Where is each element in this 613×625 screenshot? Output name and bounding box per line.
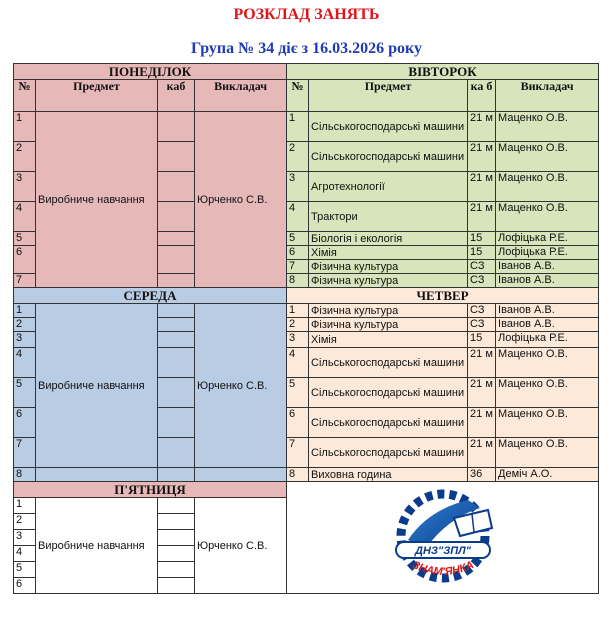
subject: Фізична культура xyxy=(309,318,468,332)
period-number: 5 xyxy=(14,232,36,246)
period-number: 4 xyxy=(14,546,36,562)
logo-name: ДНЗ"ЗПЛ" xyxy=(414,545,471,557)
col-teacher: Викладач xyxy=(195,80,287,112)
subject: Сільськогосподарські машини xyxy=(309,378,468,408)
teacher: Деміч А.О. xyxy=(496,468,599,482)
period-number: 6 xyxy=(287,246,309,260)
room: 21 м xyxy=(468,438,496,468)
logo-motto: ЗНАМ'ЯНКА xyxy=(409,558,476,579)
col-room: каб xyxy=(158,80,195,112)
room-cell xyxy=(158,348,195,378)
teacher: Іванов А.В. xyxy=(496,304,599,318)
subject: Сільськогосподарські машини xyxy=(309,408,468,438)
room: 15 xyxy=(468,246,496,260)
school-logo xyxy=(368,482,518,590)
day-thursday: ЧЕТВЕР xyxy=(287,288,599,304)
room: 21 м xyxy=(468,142,496,172)
room-cell xyxy=(158,304,195,318)
period-number: 6 xyxy=(14,408,36,438)
period-number: 5 xyxy=(287,378,309,408)
period-number: 8 xyxy=(14,468,36,482)
period-number: 7 xyxy=(14,438,36,468)
industrial-subject: Виробниче навчання xyxy=(36,112,158,288)
subject: Хімія xyxy=(309,332,468,348)
day-monday: ПОНЕДІЛОК xyxy=(14,64,287,80)
room: 15 xyxy=(468,232,496,246)
industrial-teacher: Юрченко С.В. xyxy=(195,304,287,468)
period-number: 5 xyxy=(14,562,36,578)
period-number: 1 xyxy=(14,112,36,142)
room-cell xyxy=(158,274,195,288)
col-num: № xyxy=(287,80,309,112)
period-number: 3 xyxy=(287,332,309,348)
day-tuesday: ВІВТОРОК xyxy=(287,64,599,80)
subject: Виховна година xyxy=(309,468,468,482)
room-cell xyxy=(158,112,195,142)
teacher: Маценко О.В. xyxy=(496,438,599,468)
room: 21 м xyxy=(468,378,496,408)
period-number: 3 xyxy=(287,172,309,202)
period-number: 2 xyxy=(14,142,36,172)
subject: Фізична культура xyxy=(309,260,468,274)
subject: Сільськогосподарські машини xyxy=(309,142,468,172)
room-cell xyxy=(158,562,195,578)
teacher: Іванов А.В. xyxy=(496,318,599,332)
industrial-teacher: Юрченко С.В. xyxy=(195,498,287,594)
room: 21 м xyxy=(468,202,496,232)
room-cell xyxy=(158,530,195,546)
room-cell xyxy=(158,142,195,172)
col-subject: Предмет xyxy=(309,80,468,112)
col-num: № xyxy=(14,80,36,112)
subject: Сільськогосподарські машини xyxy=(309,348,468,378)
period-number: 4 xyxy=(14,348,36,378)
room-cell xyxy=(158,514,195,530)
room-cell xyxy=(158,438,195,468)
teacher: Лофіцька Р.Е. xyxy=(496,246,599,260)
room: 21 м xyxy=(468,408,496,438)
period-number: 6 xyxy=(14,578,36,594)
logo-area xyxy=(287,482,599,594)
room-cell xyxy=(158,332,195,348)
subject: Сільськогосподарські машини xyxy=(309,438,468,468)
subject: Біологія і екологія xyxy=(309,232,468,246)
schedule-table xyxy=(13,63,599,594)
room: 15 xyxy=(468,332,496,348)
col-subject: Предмет xyxy=(36,80,158,112)
period-number: 6 xyxy=(287,408,309,438)
period-number: 4 xyxy=(14,202,36,232)
group-subtitle: Група № 34 діє з 16.03.2026 року xyxy=(191,40,422,57)
day-friday: П'ЯТНИЦЯ xyxy=(14,482,287,498)
room: 21 м xyxy=(468,348,496,378)
room: 21 м xyxy=(468,172,496,202)
teacher: Маценко О.В. xyxy=(496,172,599,202)
col-teacher: Викладач xyxy=(496,80,599,112)
day-wednesday: СЕРЕДА xyxy=(14,288,287,304)
subject: Хімія xyxy=(309,246,468,260)
room: СЗ xyxy=(468,260,496,274)
subject: Сільськогосподарські машини xyxy=(309,112,468,142)
period-number: 1 xyxy=(14,498,36,514)
col-room: ка б xyxy=(468,80,496,112)
room: СЗ xyxy=(468,304,496,318)
subject: Агротехнології xyxy=(309,172,468,202)
period-number: 1 xyxy=(287,304,309,318)
teacher: Іванов А.В. xyxy=(496,274,599,288)
period-number: 2 xyxy=(14,514,36,530)
period-number: 7 xyxy=(14,274,36,288)
room: СЗ xyxy=(468,274,496,288)
period-number: 1 xyxy=(287,112,309,142)
teacher: Маценко О.В. xyxy=(496,348,599,378)
room-cell xyxy=(158,318,195,332)
period-number: 7 xyxy=(287,260,309,274)
empty-cell xyxy=(195,468,287,482)
room-cell xyxy=(158,378,195,408)
room-cell xyxy=(158,202,195,232)
period-number: 3 xyxy=(14,332,36,348)
teacher: Маценко О.В. xyxy=(496,112,599,142)
subject: Фізична культура xyxy=(309,274,468,288)
subject: Трактори xyxy=(309,202,468,232)
room: СЗ xyxy=(468,318,496,332)
page-title: РОЗКЛАД ЗАНЯТЬ xyxy=(233,6,380,23)
period-number: 8 xyxy=(287,468,309,482)
teacher: Лофіцька Р.Е. xyxy=(496,332,599,348)
room-cell xyxy=(158,578,195,594)
teacher: Маценко О.В. xyxy=(496,378,599,408)
period-number: 4 xyxy=(287,348,309,378)
room-cell xyxy=(158,498,195,514)
room-cell xyxy=(158,468,195,482)
industrial-subject: Виробниче навчання xyxy=(36,304,158,468)
room-cell xyxy=(158,172,195,202)
room-cell xyxy=(158,246,195,274)
subject: Фізична культура xyxy=(309,304,468,318)
period-number: 3 xyxy=(14,530,36,546)
period-number: 7 xyxy=(287,438,309,468)
period-number: 5 xyxy=(287,232,309,246)
room-cell xyxy=(158,232,195,246)
room: 36 xyxy=(468,468,496,482)
empty-cell xyxy=(36,468,158,482)
teacher: Маценко О.В. xyxy=(496,142,599,172)
period-number: 2 xyxy=(14,318,36,332)
period-number: 6 xyxy=(14,246,36,274)
period-number: 1 xyxy=(14,304,36,318)
period-number: 4 xyxy=(287,202,309,232)
period-number: 2 xyxy=(287,318,309,332)
room: 21 м xyxy=(468,112,496,142)
teacher: Іванов А.В. xyxy=(496,260,599,274)
period-number: 3 xyxy=(14,172,36,202)
industrial-subject: Виробниче навчання xyxy=(36,498,158,594)
teacher: Лофіцька Р.Е. xyxy=(496,232,599,246)
teacher: Маценко О.В. xyxy=(496,202,599,232)
industrial-teacher: Юрченко С.В. xyxy=(195,112,287,288)
period-number: 2 xyxy=(287,142,309,172)
teacher: Маценко О.В. xyxy=(496,408,599,438)
room-cell xyxy=(158,546,195,562)
period-number: 5 xyxy=(14,378,36,408)
room-cell xyxy=(158,408,195,438)
period-number: 8 xyxy=(287,274,309,288)
